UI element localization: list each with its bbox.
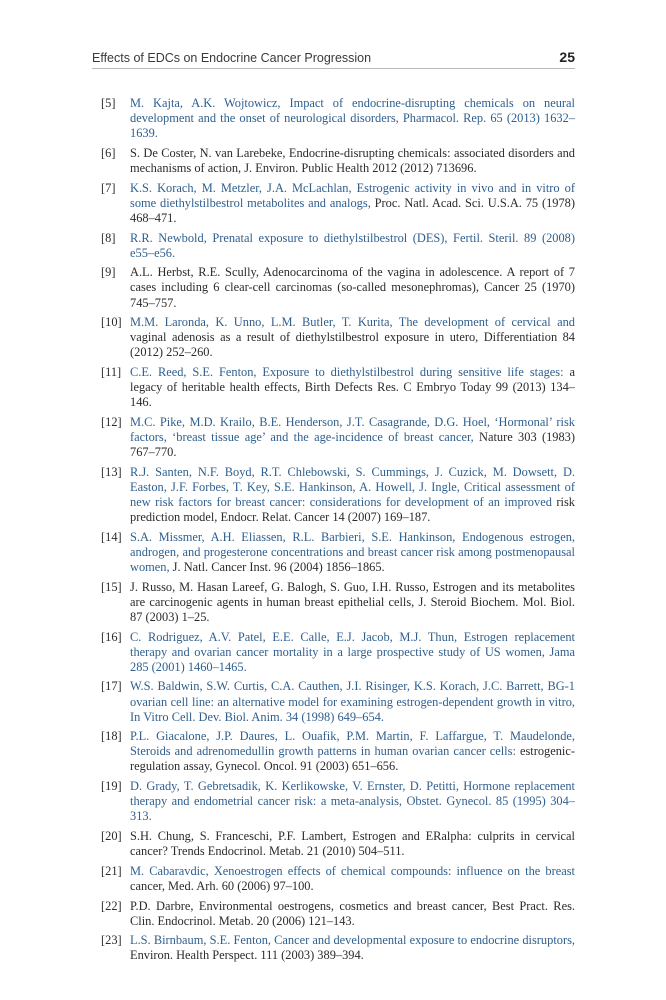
reference-text: Environ. Health Perspect. 111 (2003) 389–394. — [130, 948, 364, 963]
reference-item — [101, 899, 575, 929]
reference-link[interactable]: M.C. Pike, M.D. Krailo, B.E. Henderson, J.T. Casagrande, D.G. Hoel, ‘Hormonal’ risk factors, ‘breast tissue age’ and the age-incidence of breast cancer, — [130, 414, 575, 445]
reference-text: S.H. Chung, S. Franceschi, P.F. Lambert, Estrogen and ERalpha: culprits in cervical cancer? Trends Endocrinol. Metab. 21 (2010) 504–511. — [130, 829, 575, 859]
reference-number: [11] — [101, 365, 122, 380]
reference-link[interactable]: R.R. Newbold, Prenatal exposure to diethylstilbestrol (DES), Fertil. Steril. 89 (2008) e55–e56. — [130, 230, 575, 260]
reference-link[interactable]: K.S. Korach, M. Metzler, J.A. McLachlan, Estrogenic activity in vivo and in vitro of some diethylstilbestrol metabolites and analogs, — [130, 180, 575, 210]
reference-item — [101, 415, 575, 460]
reference-text: risk prediction model, Endocr. Relat. Cancer 14 (2007) 169–187. — [130, 495, 575, 525]
reference-text: Proc. Natl. Acad. Sci. U.S.A. 75 (1978) 468–471. — [130, 195, 575, 225]
reference-number: [5] — [101, 96, 116, 110]
reference-number: [16] — [101, 629, 122, 644]
reference-number: [6] — [101, 145, 116, 160]
reference-item — [101, 779, 575, 824]
reference-link[interactable]: M. Kajta, A.K. Wojtowicz, Impact of endocrine-disrupting chemicals on neural development and the onset of neurological disorders, Pharmacol. Rep. 65 (2013) 1632–1639. — [130, 96, 575, 141]
reference-text: a legacy of heritable health effects, Birth Defects Res. C Embryo Today 99 (2013) 134–146. — [130, 365, 575, 410]
reference-number: [20] — [101, 829, 122, 844]
reference-link[interactable]: M. Cabaravdic, Xenoestrogen effects of chemical compounds: influence on the breast — [130, 863, 575, 878]
reference-item — [101, 365, 575, 410]
reference-item — [101, 864, 575, 894]
reference-text: cancer, Med. Arh. 60 (2006) 97–100. — [130, 878, 314, 893]
reference-text: estrogenic-regulation assay, Gynecol. Oncol. 91 (2003) 651–656. — [130, 744, 575, 774]
reference-number: [14] — [101, 529, 122, 544]
reference-number: [9] — [101, 265, 116, 280]
reference-item — [101, 580, 575, 625]
reference-number: [17] — [101, 679, 122, 694]
reference-text: S. De Coster, N. van Larebeke, Endocrine-disrupting chemicals: associated disorders and mechanisms of action, J. Environ. Public Health 2012 (2012) 713696. — [130, 145, 575, 175]
reference-number: [22] — [101, 898, 122, 913]
reference-link[interactable]: L.S. Birnbaum, S.E. Fenton, Cancer and developmental exposure to endocrine disruptors, — [130, 933, 575, 948]
running-header — [92, 48, 575, 69]
reference-number: [19] — [101, 779, 122, 794]
reference-text: Nature 303 (1983) 767–770. — [130, 430, 576, 460]
reference-item — [101, 729, 575, 774]
reference-link[interactable]: S.A. Missmer, A.H. Eliassen, R.L. Barbieri, S.E. Hankinson, Endogenous estrogen, androgen, and progesterone concentrations and breast cancer risk among postmenopausal women, — [130, 529, 575, 574]
reference-item — [101, 630, 575, 675]
reference-number: [10] — [101, 315, 122, 330]
reference-text: J. Russo, M. Hasan Lareef, G. Balogh, S. Guo, I.H. Russo, Estrogen and its metabolites are carcinogenic agents in human breast epithelial cells, J. Steroid Biochem. Mol. Biol. 87 (2003) 1–25. — [130, 579, 575, 624]
reference-text: A.L. Herbst, R.E. Scully, Adenocarcinoma of the vagina in adolescence. A report of 7 cases including 6 clear-cell carcinomas (so-called mesonephromas), Cancer 25 (1970) 745–757. — [130, 265, 575, 310]
reference-link[interactable]: C. Rodriguez, A.V. Patel, E.E. Calle, E.J. Jacob, M.J. Thun, Estrogen replacement therapy and ovarian cancer mortality in a large prospective study of US women, Jama 285 (2001) 1460–1465. — [130, 629, 575, 674]
reference-number: [12] — [101, 414, 122, 429]
reference-item — [101, 933, 575, 963]
reference-link[interactable]: P.L. Giacalone, J.P. Daures, L. Ouafik, P.M. Martin, F. Laffargue, T. Maudelonde, Steroids and adrenomedullin growth patterns in human ovarian cancer cells: — [130, 729, 575, 759]
reference-link[interactable]: W.S. Baldwin, S.W. Curtis, C.A. Cauthen, J.I. Risinger, K.S. Korach, J.C. Barrett, BG-1 ovarian cell line: an alternative model for examining estrogen-dependent growth in vitro, In Vitro Cell. Dev. Biol. Anim. 34 (1998) 649–654. — [130, 679, 575, 724]
reference-text: vaginal adenosis as a result of diethylstilbestrol exposure in utero, Differentiation 84 (2012) 252–260. — [130, 330, 575, 360]
reference-item — [101, 530, 575, 575]
reference-item — [101, 265, 575, 310]
reference-item — [101, 315, 575, 360]
reference-link[interactable]: D. Grady, T. Gebretsadik, K. Kerlikowske, V. Ernster, D. Petitti, Hormone replacement therapy and endometrial cancer risk: a meta-analysis, Obstet. Gynecol. 85 (1995) 304–313. — [130, 779, 575, 824]
reference-number: [7] — [101, 180, 116, 195]
reference-number: [13] — [101, 464, 122, 479]
reference-item — [101, 146, 575, 176]
reference-number: [23] — [101, 933, 122, 948]
reference-item — [101, 465, 575, 525]
reference-number: [15] — [101, 579, 122, 594]
reference-link[interactable]: R.J. Santen, N.F. Boyd, R.T. Chlebowski, S. Cummings, J. Cuzick, M. Dowsett, D. Easton, J.F. Forbes, T. Key, S.E. Hankinson, A. Howell, J. Ingle, Critical assessment of new risk factors for breast cancer: considerations for development of an improved — [130, 464, 575, 509]
running-title: Effects of EDCs on Endocrine Cancer Progression — [92, 51, 372, 65]
reference-link[interactable]: M.M. Laronda, K. Unno, L.M. Butler, T. Kurita, The development of cervical and — [130, 315, 575, 330]
reference-number: [8] — [101, 230, 116, 245]
reference-item — [101, 96, 575, 141]
reference-number: [18] — [101, 729, 122, 744]
reference-item — [101, 679, 575, 724]
reference-item — [101, 181, 575, 226]
reference-item — [101, 829, 575, 859]
reference-text: J. Natl. Cancer Inst. 96 (2004) 1856–1865. — [169, 559, 385, 574]
reference-item — [101, 231, 575, 261]
reference-number: [21] — [101, 863, 122, 878]
reference-list — [101, 96, 575, 968]
page-number: 25 — [559, 49, 575, 65]
reference-text: P.D. Darbre, Environmental oestrogens, cosmetics and breast cancer, Best Pract. Res. Clin. Endocrinol. Metab. 20 (2006) 121–143. — [130, 898, 575, 928]
reference-link[interactable]: C.E. Reed, S.E. Fenton, Exposure to diethylstilbestrol during sensitive life stages: — [130, 365, 564, 380]
